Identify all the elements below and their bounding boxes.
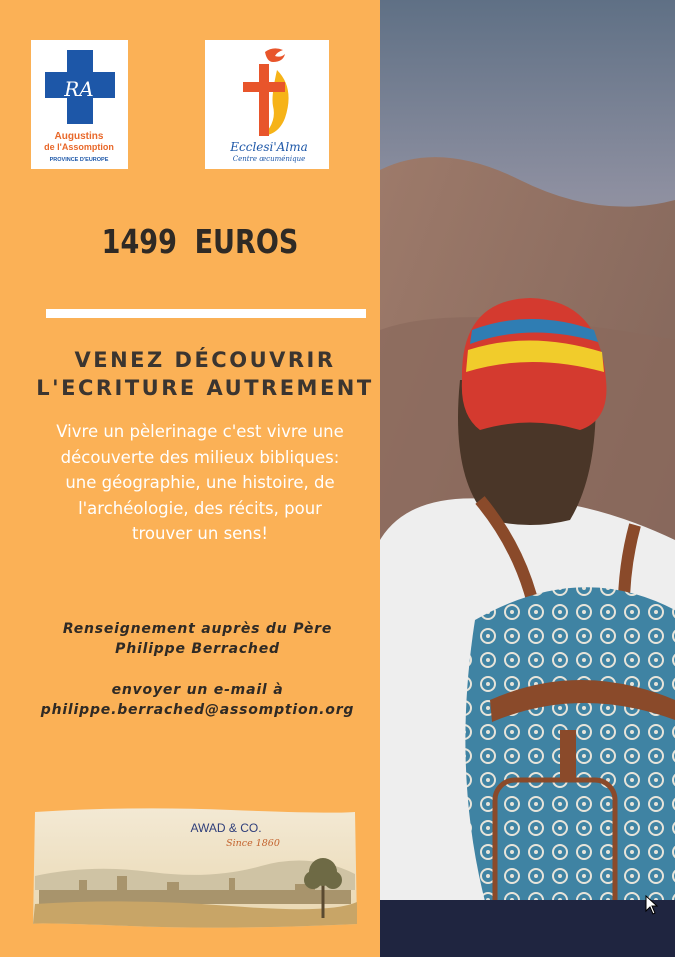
- intro-line: une géographie, une histoire, de: [65, 473, 335, 492]
- headline-line2: L'ECRITURE AUTREMENT: [36, 376, 374, 400]
- augustins-line1: Augustins: [54, 131, 104, 142]
- divider: [46, 309, 366, 318]
- price: 1499 EUROS: [101, 222, 299, 261]
- augustins-line2: de l'Assomption: [44, 142, 114, 152]
- intro-line: trouver un sens!: [132, 524, 268, 543]
- ecclesi-alma-logo: [205, 40, 329, 169]
- intro-line: découverte des milieux bibliques:: [60, 447, 340, 467]
- contact-info: [30, 619, 365, 659]
- intro-line: Vivre un pèlerinage c'est vivre une: [56, 422, 344, 441]
- contact-line: Renseignement auprès du Père: [62, 621, 333, 637]
- email-label: envoyer un e-mail à: [111, 682, 284, 698]
- email-address[interactable]: philippe.berrached@assomption.org: [40, 702, 355, 718]
- intro-text: [40, 419, 360, 547]
- awad-since: Since 1860: [226, 838, 280, 849]
- ecclesi-name: Ecclesi'Alma: [230, 140, 308, 154]
- email-info: [30, 680, 365, 720]
- awad-name: AWAD & CO.: [190, 821, 262, 835]
- augustins-logo: [31, 40, 128, 169]
- headline-line1: VENEZ DÉCOUVRIR: [74, 348, 336, 372]
- ecclesi-subtitle: Centre œcuménique: [232, 155, 306, 163]
- augustins-line3: PROVINCE D'EUROPE: [49, 157, 109, 163]
- hiker-photo: [380, 0, 675, 957]
- awad-sponsor-banner: [31, 806, 359, 930]
- mouse-cursor-icon: [645, 895, 659, 915]
- svg-text:RA: RA: [64, 77, 94, 101]
- intro-line: l'archéologie, des récits, pour: [78, 498, 322, 518]
- contact-name: Philippe Berrached: [115, 641, 280, 657]
